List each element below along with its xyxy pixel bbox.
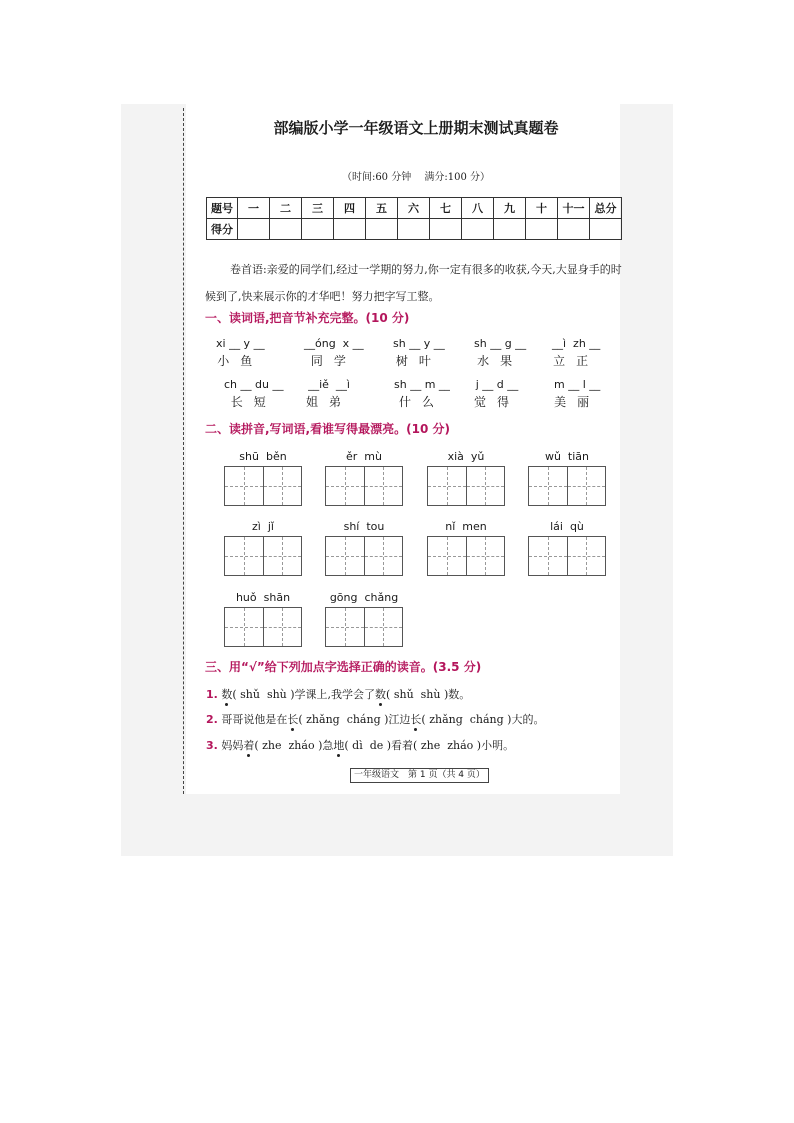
hanzi-text: 长短 [230, 395, 277, 409]
score-cell[interactable] [270, 219, 302, 240]
score-col: 十一 [558, 198, 590, 219]
score-cell[interactable] [558, 219, 590, 240]
writing-word [224, 591, 302, 647]
hanzi-text: 觉得 [474, 395, 521, 409]
pinyin-pair [474, 377, 520, 410]
word-pinyin: huǒ shān [235, 591, 291, 604]
writing-grid[interactable] [224, 536, 302, 576]
score-col: 二 [270, 198, 302, 219]
writing-grid[interactable] [325, 536, 403, 576]
dotted-char: 长 [287, 713, 299, 726]
score-cell[interactable] [398, 219, 430, 240]
hanzi-text: 水果 [477, 354, 524, 368]
pinyin-pair [393, 336, 445, 369]
word-pinyin: xià yǔ [447, 450, 485, 463]
question-text: ( shǔ shù )学课上,我学会了 [232, 688, 376, 701]
pinyin-text: __ì zh __ [552, 337, 601, 350]
pinyin-pair [216, 336, 265, 369]
pinyin-text: __óng x __ [304, 337, 364, 350]
writing-word [325, 591, 403, 647]
score-col: 五 [366, 198, 398, 219]
pinyin-text: sh __ g __ [474, 337, 527, 350]
writing-word [224, 520, 302, 576]
question-item [206, 711, 544, 727]
hanzi-text: 同学 [310, 354, 357, 368]
score-cell[interactable] [462, 219, 494, 240]
dotted-char: 着 [243, 739, 255, 752]
pinyin-text: m __ l __ [554, 378, 601, 391]
score-table-header-row [207, 198, 622, 219]
pinyin-pair [474, 336, 526, 369]
score-cell[interactable] [238, 219, 270, 240]
writing-grid[interactable] [224, 607, 302, 647]
question-text: ( zhe zháo )急 [254, 739, 334, 752]
writing-grid[interactable] [427, 466, 505, 506]
score-col: 七 [430, 198, 462, 219]
exam-time-score: （时间:60 分钟 满分:100 分） [341, 172, 491, 183]
pinyin-text: __iě __ì [308, 378, 350, 391]
section1-title: 一、读词语,把音节补充完整。(10 分) [205, 311, 410, 325]
word-pinyin: shū běn [239, 450, 287, 463]
score-col: 四 [334, 198, 366, 219]
word-pinyin: gōng chǎng [329, 591, 399, 604]
writing-grid[interactable] [325, 466, 403, 506]
pinyin-text: sh __ m __ [394, 378, 450, 391]
score-col: 九 [494, 198, 526, 219]
hanzi-text: 什么 [398, 395, 445, 409]
score-cell[interactable] [366, 219, 398, 240]
hanzi-text: 小鱼 [217, 354, 264, 368]
question-text: ( zhǎng cháng )江边 [298, 713, 411, 726]
word-pinyin: wǔ tiān [544, 450, 590, 463]
score-cell[interactable] [494, 219, 526, 240]
score-cell[interactable] [590, 219, 622, 240]
dotted-char: 地 [333, 739, 345, 752]
pinyin-pair [394, 377, 450, 410]
writing-word [528, 450, 606, 506]
score-table-score-row [207, 219, 622, 240]
writing-grid[interactable] [224, 466, 302, 506]
score-cell[interactable] [526, 219, 558, 240]
pinyin-pair [306, 377, 352, 410]
page-title: 部编版小学一年级语文上册期末测试真题卷 [273, 119, 559, 137]
question-number: 2. [206, 713, 218, 726]
dotted-char: 长 [410, 713, 422, 726]
binding-cut-line [183, 108, 184, 794]
writing-grid[interactable] [528, 536, 606, 576]
word-pinyin: nǐ men [445, 520, 487, 533]
score-col: 六 [398, 198, 430, 219]
question-item [206, 686, 470, 702]
score-col: 十 [526, 198, 558, 219]
pinyin-pair [304, 336, 364, 369]
writing-grid[interactable] [325, 607, 403, 647]
pinyin-text: j __ d __ [475, 378, 519, 391]
score-header-label: 题号 [207, 198, 238, 219]
question-text: ( dì de )看着( zhe zháo )小明。 [344, 739, 515, 752]
writing-word [224, 450, 302, 506]
writing-word [427, 450, 505, 506]
question-text: 哥哥说他是在 [221, 713, 288, 726]
writing-word [325, 520, 403, 576]
dotted-char: 数 [221, 688, 233, 701]
pinyin-pair [224, 377, 283, 410]
question-text: ( shǔ shù )数。 [386, 688, 471, 701]
dotted-char: 数 [375, 688, 387, 701]
hanzi-text: 姐弟 [306, 395, 353, 409]
question-number: 1. [206, 688, 218, 701]
hanzi-text: 美丽 [554, 395, 601, 409]
score-cell[interactable] [302, 219, 334, 240]
intro-paragraph: 卷首语:亲爱的同学们,经过一学期的努力,你一定有很多的收获,今天,大显身手的时候到了,快来展示你的才华吧！努力把字写工整。 [205, 263, 622, 303]
pinyin-pair [554, 377, 600, 410]
word-pinyin: ěr mù [346, 450, 382, 463]
pinyin-text: sh __ y __ [393, 337, 445, 350]
word-pinyin: lái qù [550, 520, 584, 533]
score-cell[interactable] [334, 219, 366, 240]
question-text: 妈妈 [221, 739, 244, 752]
page-footer: 一年级语文 第 1 页（共 4 页） [350, 768, 489, 783]
pinyin-text: xi __ y __ [216, 337, 265, 350]
score-col: 八 [462, 198, 494, 219]
section2-title: 二、读拼音,写词语,看谁写得最漂亮。(10 分) [205, 422, 450, 436]
hanzi-text: 树叶 [395, 354, 442, 368]
score-col: 总分 [590, 198, 622, 219]
score-cell[interactable] [430, 219, 462, 240]
writing-word [427, 520, 505, 576]
hanzi-text: 立正 [553, 354, 600, 368]
writing-word [325, 450, 403, 506]
score-row-label: 得分 [207, 219, 238, 240]
score-table [206, 197, 622, 240]
word-pinyin: shí tou [343, 520, 385, 533]
writing-word [528, 520, 606, 576]
writing-grid[interactable] [528, 466, 606, 506]
section3-title: 三、用“√”给下列加点字选择正确的读音。(3.5 分) [205, 660, 482, 674]
pinyin-pair [552, 336, 600, 369]
word-pinyin: zì jǐ [252, 520, 274, 533]
score-col: 三 [302, 198, 334, 219]
score-col: 一 [238, 198, 270, 219]
pinyin-text: ch __ du __ [224, 378, 284, 391]
question-text: ( zhǎng cháng )大的。 [421, 713, 545, 726]
question-number: 3. [206, 739, 218, 752]
writing-grid[interactable] [427, 536, 505, 576]
question-item [206, 737, 514, 753]
